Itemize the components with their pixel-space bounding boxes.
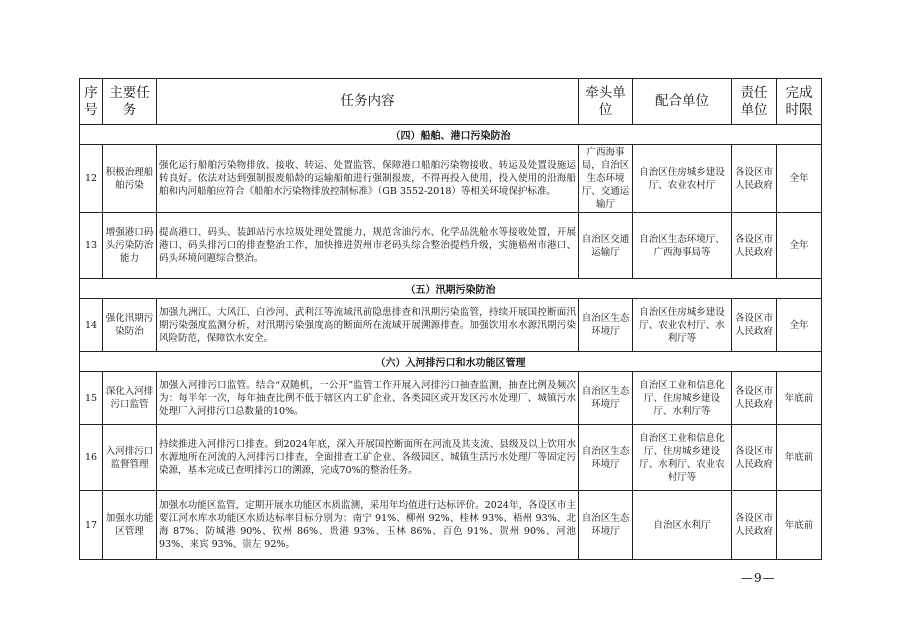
- row-lead: 广西海事局，自治区生态环境厅、交通运输厅: [579, 145, 633, 213]
- row-number: 14: [80, 299, 103, 352]
- row-lead: 自治区交通运输厅: [579, 213, 633, 279]
- row-task: 增强港口码头污染防治能力: [103, 213, 157, 279]
- row-deadline: 全年: [777, 299, 822, 352]
- row-resp: 各设区市人民政府: [732, 145, 777, 213]
- row-resp: 各设区市人民政府: [732, 425, 777, 491]
- row-deadline: 全年: [777, 145, 822, 213]
- row-content: 持续推进入河排污口排查。到2024年底，深入开展国控断面所在河流及其支流、县级及以上饮用水水源地所在河流的入河排污口排查，全面排查工矿企业、各级园区、城镇生活污水处理厂等固定污染源，基本完成已查明排污口的溯源，完成70%的整治任务。: [157, 425, 579, 491]
- section-heading: [80, 352, 822, 372]
- row-resp: 各设区市人民政府: [732, 372, 777, 425]
- section-title: （四）船舶、港口污染防治: [80, 125, 822, 145]
- table-row: [80, 425, 822, 491]
- section-heading: [80, 125, 822, 145]
- row-task: 加强水功能区管理: [103, 491, 157, 560]
- task-table: [79, 78, 822, 560]
- row-lead: 自治区生态环境厅: [579, 491, 633, 560]
- header-coop: 配合单位: [633, 79, 732, 125]
- row-number: 12: [80, 145, 103, 213]
- row-deadline: 全年: [777, 213, 822, 279]
- section-heading: [80, 279, 822, 299]
- table-row: [80, 213, 822, 279]
- row-task: 深化入河排污口监管: [103, 372, 157, 425]
- table-row: [80, 372, 822, 425]
- table-row: [80, 145, 822, 213]
- table-row: [80, 299, 822, 352]
- row-task: 积极治理船舶污染: [103, 145, 157, 213]
- row-number: 13: [80, 213, 103, 279]
- row-lead: 自治区生态环境厅: [579, 372, 633, 425]
- row-coop: 自治区工业和信息化厅、住房城乡建设厅、水利厅等: [633, 372, 732, 425]
- row-resp: 各设区市人民政府: [732, 213, 777, 279]
- row-content: 加强水功能区监管，定期开展水功能区水质监测，采用年均值进行达标评价。2024年，各设区市主要江河水库水功能区水质达标率目标分别为：南宁 91%、柳州 92%、桂林 93%、梧州 93%、北海 87%、防城港 90%、钦州 86%、贵港 93%、玉林 86%、百色 91%、贺州 90%、河池 93%、来宾 93%、崇左 92%。: [157, 491, 579, 560]
- row-number: 15: [80, 372, 103, 425]
- header-deadline: 完成时限: [777, 79, 822, 125]
- row-task: 入河排污口监督管理: [103, 425, 157, 491]
- row-content: 强化运行船舶污染物排放、接收、转运、处置监管，保障港口船舶污染物接收、转运及处置设施运转良好。依法对达到强制报废船龄的运输船舶进行强制报废，不得再投入使用，投入使用的沿海船舶和内河船舶应符合《船舶水污染物排放控制标准》（GB 3552-2018）等相关环境保护标准。: [157, 145, 579, 213]
- row-number: 16: [80, 425, 103, 491]
- row-task: 强化汛期污染防治: [103, 299, 157, 352]
- header-resp: 责任单位: [732, 79, 777, 125]
- row-content: 加强九洲江、大风江、白沙河、武利江等流域汛前隐患排查和汛期污染监管，持续开展国控断面汛期污染强度监测分析，对汛期污染强度高的断面所在流域开展溯源排查。加强饮用水水源汛期污染风险防范，保障饮水安全。: [157, 299, 579, 352]
- row-coop: 自治区水利厅: [633, 491, 732, 560]
- row-coop: 自治区生态环境厅、广西海事局等: [633, 213, 732, 279]
- header-task: 主要任务: [103, 79, 157, 125]
- row-deadline: 年底前: [777, 491, 822, 560]
- row-deadline: 年底前: [777, 372, 822, 425]
- row-resp: 各设区市人民政府: [732, 491, 777, 560]
- header-seq: 序号: [80, 79, 103, 125]
- row-content: 提高港口、码头、装卸站污水垃圾处理处置能力，规范含油污水、化学品洗舱水等接收处置，开展港口、码头排污口的排查整治工作，加快推进贺州市老码头综合整治提档升级，实施梧州市港口、码头环境问题综合整治。: [157, 213, 579, 279]
- table-row: [80, 491, 822, 560]
- row-deadline: 年底前: [777, 425, 822, 491]
- table-header-row: [80, 79, 822, 125]
- row-number: 17: [80, 491, 103, 560]
- row-content: 加强入河排污口监管。结合“双随机，一公开”监管工作开展入河排污口抽查监测，抽查比例及频次为：每半年一次，每年抽查比例不低于辖区内工矿企业、各类园区或开发区污水处理厂、城镇污水处理厂入河排污口总数量的10%。: [157, 372, 579, 425]
- row-coop: 自治区工业和信息化厅、住房城乡建设厅、水利厅、农业农村厅等: [633, 425, 732, 491]
- row-resp: 各设区市人民政府: [732, 299, 777, 352]
- section-title: （五）汛期污染防治: [80, 279, 822, 299]
- row-lead: 自治区生态环境厅: [579, 425, 633, 491]
- row-coop: 自治区住房城乡建设厅、农业农村厅: [633, 145, 732, 213]
- header-content: 任务内容: [157, 79, 579, 125]
- section-title: （六）入河排污口和水功能区管理: [80, 352, 822, 372]
- page-number: —9—: [741, 571, 776, 585]
- row-lead: 自治区生态环境厅: [579, 299, 633, 352]
- row-coop: 自治区住房城乡建设厅、农业农村厅、水利厅等: [633, 299, 732, 352]
- header-lead: 牵头单位: [579, 79, 633, 125]
